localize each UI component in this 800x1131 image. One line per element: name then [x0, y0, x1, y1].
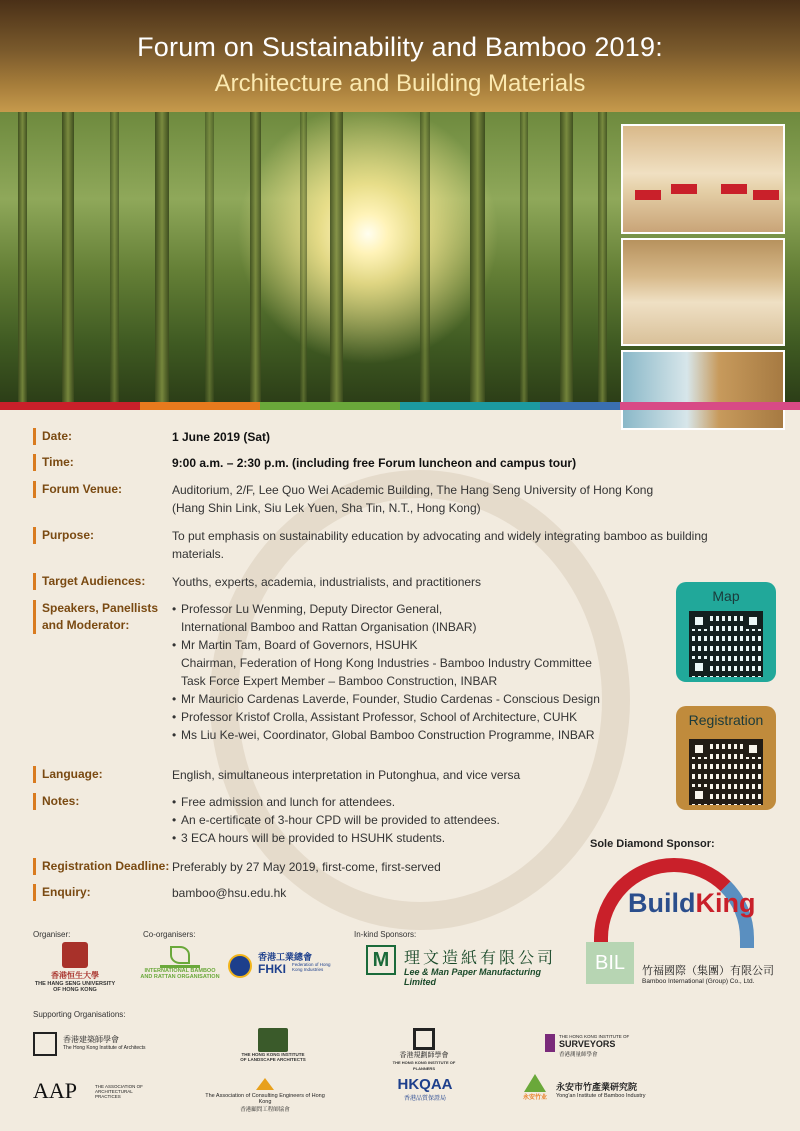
hkila-logo: THE HONG KONG INSTITUTE OF LANDSCAPE ARCHITECTS: [238, 1028, 308, 1062]
list-item: • Free admission and lunch for attendees.: [172, 795, 396, 809]
organiser-label: Organiser:: [33, 930, 71, 939]
bamboo-leaf-icon: [160, 942, 200, 968]
venue-line-1: Auditorium, 2/F, Lee Quo Wei Academic Building, The Hang Seng University of Hong Kong: [172, 483, 654, 497]
registration-qr-card: [676, 706, 776, 810]
deadline-label: Registration Deadline:: [33, 858, 169, 875]
purpose-value: [172, 527, 752, 563]
auditorium-photo: [621, 124, 785, 234]
speakers-label-line-2: and Moderator:: [42, 618, 130, 632]
time-value: 9:00 a.m. – 2:30 p.m. (including free Forum luncheon and campus tour): [172, 456, 577, 470]
hkila-tree-icon: [258, 1028, 288, 1052]
buildking-logo: [586, 856, 781, 926]
venue-value: [172, 481, 752, 517]
date-value: 1 June 2019 (Sat): [172, 430, 271, 444]
venue-line-2: (Hang Shin Link, Siu Lek Yuen, Sha Tin, N.T., Hong Kong): [172, 501, 481, 515]
language-label: Language:: [33, 766, 103, 783]
purpose-label: Purpose:: [33, 527, 94, 544]
buildking-text-king: King: [695, 888, 756, 918]
enquiry-email-link[interactable]: bamboo@hsu.edu.hk: [172, 886, 287, 900]
list-item: • Mr Mauricio Cardenas Laverde, Founder, Studio Cardenas - Conscious Design: [172, 692, 600, 706]
supporting-label: Supporting Organisations:: [33, 1010, 126, 1019]
audiences-label: Target Audiences:: [33, 573, 145, 590]
deadline-value: Preferably by 27 May 2019, first-come, first-served: [172, 860, 441, 874]
list-item: • Ms Liu Ke-wei, Coordinator, Global Bamboo Construction Programme, INBAR: [172, 728, 595, 742]
enquiry-label: Enquiry:: [33, 884, 91, 901]
fhki-emblem-icon: [228, 954, 252, 978]
audiences-value: Youths, experts, academia, industrialists, and practitioners: [172, 575, 482, 589]
list-item: • Professor Lu Wenming, Deputy Director General,: [172, 602, 443, 616]
sports-hall-photo: [621, 238, 785, 346]
acehk-mark-icon: [256, 1078, 274, 1090]
hkia-crest-icon: [33, 1032, 57, 1056]
list-item: International Bamboo and Rattan Organisation (INBAR): [181, 620, 477, 634]
coorganisers-label: Co-organisers:: [143, 930, 196, 939]
hkqaa-logo: HKQAA 香港品質保證局: [397, 1076, 453, 1102]
list-item: Task Force Expert Member – Bamboo Construction, INBAR: [181, 674, 498, 688]
list-item: • An e-certificate of 3-hour CPD will be provided to attendees.: [172, 813, 500, 827]
speakers-label-line-1: Speakers, Panellists: [42, 601, 159, 615]
list-item: • Mr Martin Tam, Board of Governors, HSUHK: [172, 638, 418, 652]
map-qr-card: [676, 582, 776, 682]
inbar-logo: INTERNATIONAL BAMBOO AND RATTAN ORGANISATION: [140, 942, 220, 980]
yongan-bamboo-icon: 永安竹业: [520, 1074, 550, 1104]
building-interior-photo: [621, 350, 785, 430]
hsuhk-logo: 香港恒生大學 THE HANG SENG UNIVERSITY OF HONG KONG: [30, 942, 120, 993]
page-title: Forum on Sustainability and Bamboo 2019:: [137, 32, 663, 62]
speakers-label: [33, 600, 158, 634]
list-item: • 3 ECA hours will be provided to HSUHK students.: [172, 831, 446, 845]
date-label: Date:: [33, 428, 72, 445]
leeman-logo: M 理文造紙有限公司 Lee & Man Paper Manufacturing Limited: [366, 945, 566, 981]
list-item: Chairman, Federation of Hong Kong Industries - Bamboo Industry Committee: [181, 656, 592, 670]
speakers-list: [172, 600, 752, 744]
bil-name-cn: 竹福國際（集團）有限公司: [642, 964, 774, 977]
list-item: • Professor Kristof Crolla, Assistant Professor, School of Architecture, CUHK: [172, 710, 578, 724]
acehk-logo: The Association of Consulting Engineers of Hong Kong 香港顧問工程師協會: [200, 1078, 330, 1113]
hkip-logo: 香港規劃師學會 THE HONG KONG INSTITUTE OF PLANNERS: [384, 1028, 464, 1072]
registration-qr-code[interactable]: [689, 739, 763, 805]
hsuhk-crest-icon: [62, 942, 88, 968]
bil-logo: BIL: [586, 942, 634, 984]
notes-label: Notes:: [33, 793, 79, 810]
bil-name-en: Bamboo International (Group) Co., Ltd.: [642, 978, 755, 985]
map-qr-title: Map: [712, 588, 740, 604]
leeman-mark-icon: M: [366, 945, 396, 975]
time-label: Time:: [33, 454, 74, 471]
venue-label: Forum Venue:: [33, 481, 122, 498]
sponsor-label: Sole Diamond Sponsor:: [590, 838, 715, 850]
header-banner: [0, 0, 800, 112]
purpose-line-1: To put emphasis on sustainability education by advocating and widely integrating bamboo as building: [172, 529, 708, 543]
inkind-label: In-kind Sponsors:: [354, 930, 417, 939]
hkip-mark-icon: [413, 1028, 435, 1050]
map-qr-code[interactable]: [689, 611, 763, 677]
language-value: English, simultaneous interpretation in Putonghua, and vice versa: [172, 768, 521, 782]
registration-qr-title: Registration: [688, 712, 764, 728]
buildking-text-build: Build: [628, 888, 696, 918]
page-subtitle: Architecture and Building Materials: [214, 70, 586, 97]
purpose-line-2: materials.: [172, 547, 225, 561]
hkis-mark-icon: [545, 1034, 555, 1052]
